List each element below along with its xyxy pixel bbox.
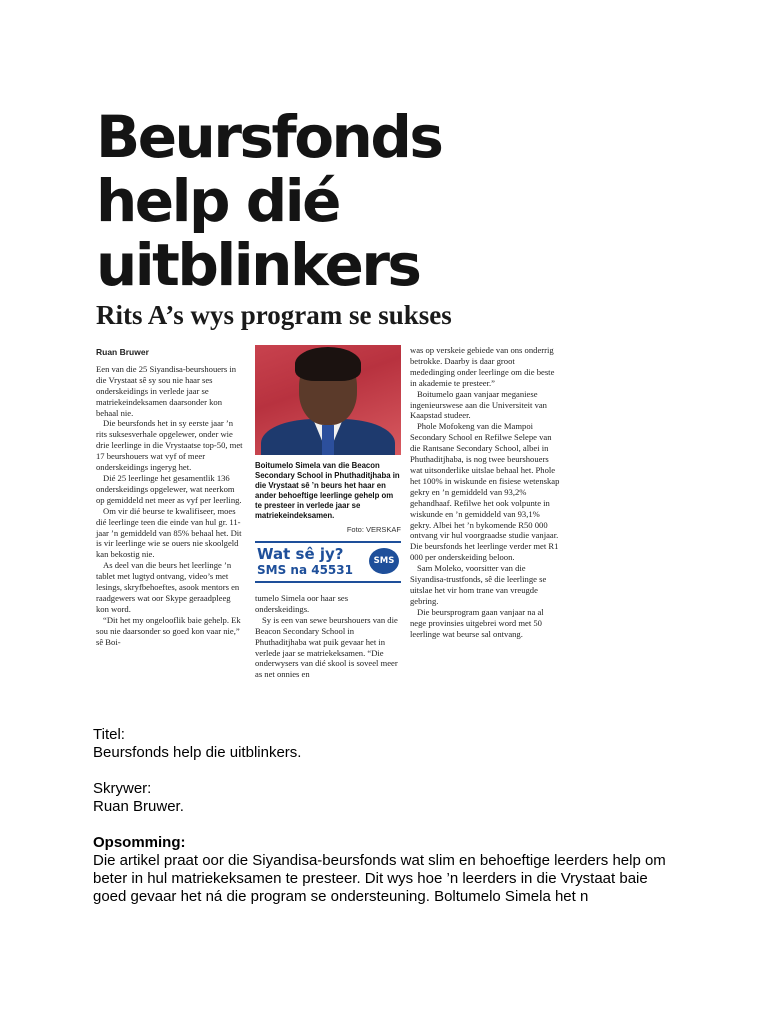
paragraph: As deel van die beurs het leerlinge ’n tablet met lugtyd ontvang, video’s met lesings, skryfbehoeftes, asook mentors en raadgewers wat oor Skype geraadpleeg kon word. <box>96 560 240 614</box>
title-value: Beursfonds help die uitblinkers. <box>93 744 302 761</box>
newspaper-clipping <box>90 95 560 685</box>
paragraph: Om vir dié beurse te kwalifiseer, moes dié leerlinge teen die einde van hul gr. 11-jaar ’n gemiddeld van 85% behaal het. Dit is vir leerlinge wie se ouers nie skoolgeld kan bekostig nie. <box>96 505 242 560</box>
article-subheadline: Rits A’s wys program se sukses <box>96 300 452 330</box>
paragraph: Sam Moleko, voorsitter van die Siyandisa-trustfonds, sê die leerlinge se uitslae het vir hom trane van vreugde gebring. <box>410 563 547 606</box>
photo-tie <box>322 425 334 455</box>
paragraph: Phole Mofokeng van die Mampoi Secondary School en Refilwe Selepe van die Rantsane Secondary School, albei in Phuthaditjhaba, is nog twee beurshouers wat uitsonderlike uitslae behaal het. Phole het 100% in wiskunde en fisiese wetenskap gekry en ’n gemiddeld van 93,2% gehandhaaf. Refilwe het ook volpunte in wiskunde en ’n gemiddeld van 93,1% gekry. Albei het ’n bykomende R50 000 ontvang vir hul voorgraadse studie vanjaar. Die beursfonds het leerlinge verder met R1 000 per onderskeiding beloon. <box>410 421 560 563</box>
headline-line-3: uitblinkers <box>96 231 420 299</box>
photo-caption: Boitumelo Simela van die Beacon Secondary School in Phuthaditjhaba in die Vrystaat sê ’n beurs het haar en ander behoeftige leerlinge gehelp om te presteer in verlede jaar se matriekeindeksamen. <box>255 461 400 520</box>
paragraph: tumelo Simela oor haar ses onderskeidings. <box>255 593 349 614</box>
article-column-3 <box>410 345 560 639</box>
sms-bubble-icon: SMS <box>369 548 399 574</box>
headline-line-1: Beursfonds <box>96 103 442 171</box>
paragraph: Sy is een van sewe beurshouers van die Beacon Secondary School in Phuthaditjhaba wat puik gevaar het in verlede jaar se matriekeksamen. “Die onderwysers van dié skool is soveel meer as net onnies en <box>255 614 398 680</box>
writer-label: Skrywer: <box>93 780 152 797</box>
document-body <box>93 726 683 906</box>
article-headline <box>96 105 441 297</box>
paragraph: Die beursfonds het in sy eerste jaar ’n rits suksesverhale opgelewer, onder wie drie leerlinge in die Vrystaatse top-50, met 17 beurshouers wat vyf of meer onderskeidings ingeryg het. <box>96 418 243 473</box>
student-photo <box>255 345 401 455</box>
sms-number: SMS na 45531 <box>257 563 353 577</box>
headline-line-2: help dié <box>96 167 339 235</box>
article-byline: Ruan Bruwer <box>96 347 149 357</box>
article-column-2 <box>255 593 401 680</box>
sms-box <box>255 541 401 583</box>
paragraph: Boitumelo gaan vanjaar meganiese ingenieurswese aan die Universiteit van Kaapstad studeer. <box>410 388 547 421</box>
summary-label: Opsomming: <box>93 834 186 851</box>
summary-text: Die artikel praat oor die Siyandisa-beursfonds wat slim en behoeftige leerders help om beter in hul matriekeksamen te presteer. Dit wys hoe ’n leerders in die Vrystaat baie goed gevaar het ná die program se ondersteuning. Boltumelo Simela het n <box>93 852 666 905</box>
photo-credit: Foto: VERSKAF <box>346 525 401 534</box>
writer-value: Ruan Bruwer. <box>93 798 184 815</box>
article-column-1 <box>96 347 244 647</box>
paragraph: Een van die 25 Siyandisa-beurshouers in die Vrystaat sê sy sou nie haar ses onderskeidings in verlede jaar se matriekeindeksamen daarsonder kon behaal nie. <box>96 363 237 418</box>
paragraph: Dié 25 leerlinge het gesamentlik 136 onderskeidings opgelewer, wat neerkom op gemiddeld net meer as vyf per leerling. <box>96 472 242 505</box>
photo-hair <box>295 347 361 381</box>
paragraph: was op verskeie gebiede van ons onderrig betrokke. Daarby is daar groot mededinging onder leerlinge om die beste in akademie te presteer.” <box>410 345 555 388</box>
paragraph: Die beursprogram gaan vanjaar na al nege provinsies uitgebrei word met 50 leerlinge wat beurse sal ontvang. <box>410 606 544 639</box>
title-label: Titel: <box>93 726 125 743</box>
sms-question: Wat sê jy? <box>257 545 344 563</box>
paragraph: “Dit het my ongelooflik baie gehelp. Ek sou nie daarsonder so goed kon vaar nie,” sê Boi- <box>96 614 241 647</box>
